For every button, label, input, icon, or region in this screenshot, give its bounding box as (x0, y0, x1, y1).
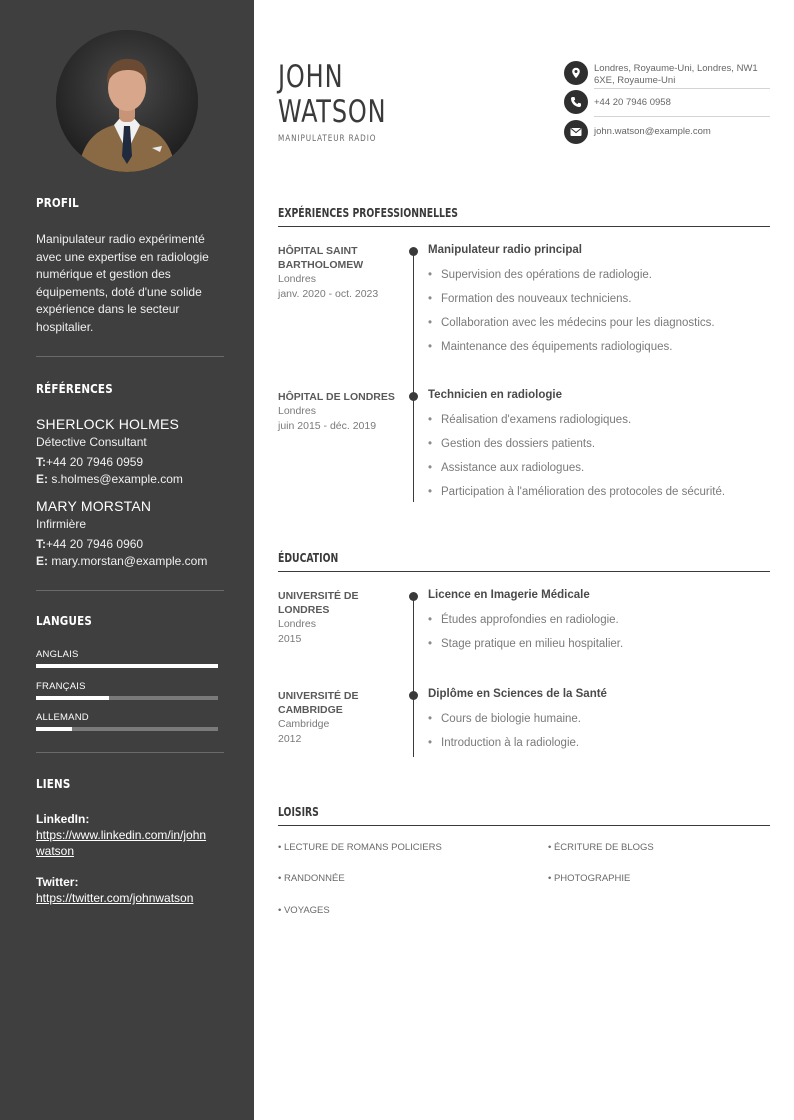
references-title: RÉFÉRENCES (36, 381, 113, 396)
list-item: • Maintenance des équipements radiologiques. (428, 335, 770, 359)
linkedin-link[interactable] (36, 827, 224, 859)
reference-name: SHERLOCK HOLMES (36, 416, 180, 432)
profile-text: Manipulateur radio expérimenté avec une expertise en radiologie numérique et gestion des équipements, doté d'une solide expérience dans le secteur hospitalier. (36, 232, 209, 334)
timeline-dot (409, 592, 418, 601)
institution-name: HÔPITAL DE LONDRES (278, 391, 395, 403)
dates: janv. 2020 - oct. 2023 (278, 287, 379, 300)
phone-label: T: (36, 537, 46, 551)
sidebar-divider (36, 752, 224, 753)
links-section (36, 776, 224, 791)
language-level-bar (36, 696, 218, 700)
contact-phone-row (564, 90, 770, 114)
experience-entry-meta (278, 390, 398, 433)
hobby-item: • PHOTOGRAPHIE (548, 873, 631, 884)
list-item: • Participation à l'amélioration des protocoles de sécurité. (428, 480, 770, 504)
email-label: E: (36, 472, 48, 486)
language-level-bar (36, 727, 218, 731)
profile-title: PROFIL (36, 195, 79, 210)
sidebar-divider (36, 590, 224, 591)
contact-email (564, 120, 770, 144)
bullet-list (428, 608, 770, 656)
reference-phone (36, 537, 224, 551)
reference-phone (36, 455, 224, 469)
list-item: • Cours de biologie humaine. (428, 707, 770, 731)
institution-name: UNIVERSITÉ DE LONDRES (278, 590, 359, 616)
reference-phone-value: +44 20 7946 0959 (46, 455, 144, 469)
role-title: Manipulateur radio principal (428, 244, 582, 256)
location: Londres (278, 273, 316, 285)
education-entry-meta (278, 689, 398, 746)
timeline-dot (409, 247, 418, 256)
phone-label: T: (36, 455, 46, 469)
contact-email-row (564, 120, 770, 144)
section-rule (278, 571, 770, 572)
list-item: • Assistance aux radiologues. (428, 456, 770, 480)
email-label: E: (36, 554, 48, 568)
envelope-icon (564, 120, 588, 144)
language-label: ALLEMAND (36, 712, 89, 723)
dates: 2015 (278, 632, 302, 645)
experience-entry-details (428, 389, 770, 504)
hobby-item: • RANDONNÉE (278, 873, 345, 884)
portrait-photo (56, 30, 198, 172)
education-title: ÉDUCATION (278, 551, 339, 565)
link-label: LinkedIn: (36, 812, 90, 826)
reference-email (36, 554, 224, 568)
reference-name: MARY MORSTAN (36, 498, 152, 514)
bullet-list (428, 408, 770, 504)
contact-phone (564, 90, 770, 114)
contact-address-row (564, 61, 770, 87)
reference-role: Détective Consultant (36, 435, 147, 449)
hobbies-title: LOISIRS (278, 805, 319, 819)
list-item: • Formation des nouveaux techniciens. (428, 287, 770, 311)
last-name: WATSON (278, 94, 387, 130)
hobby-item: • VOYAGES (278, 905, 330, 916)
hobby-item: • LECTURE DE ROMANS POLICIERS (278, 842, 442, 853)
experience-entry-meta (278, 244, 398, 301)
list-item: • Études approfondies en radiologie. (428, 608, 770, 632)
list-item: • Supervision des opérations de radiologie. (428, 263, 770, 287)
contact-email-text: john.watson@example.com (594, 126, 711, 137)
job-title: MANIPULATEUR RADIO (278, 134, 377, 144)
reference-item (36, 416, 224, 486)
degree-title: Diplôme en Sciences de la Santé (428, 688, 607, 700)
profile-section (36, 195, 224, 210)
timeline-line (413, 250, 414, 502)
phone-icon (564, 90, 588, 114)
candidate-name (278, 60, 386, 130)
dates: juin 2015 - déc. 2019 (278, 419, 377, 432)
language-label: ANGLAIS (36, 649, 79, 660)
education-entry-details (428, 688, 770, 755)
contact-address (564, 61, 770, 87)
links-title: LIENS (36, 776, 71, 791)
section-rule (278, 825, 770, 826)
contact-divider (594, 116, 770, 117)
link-item (36, 812, 224, 859)
experience-title: EXPÉRIENCES PROFESSIONNELLES (278, 206, 458, 220)
languages-title: LANGUES (36, 613, 92, 628)
first-name: JOHN (278, 59, 344, 95)
education-entry-meta (278, 589, 398, 646)
section-rule (278, 226, 770, 227)
role-title: Technicien en radiologie (428, 389, 562, 401)
list-item: • Collaboration avec les médecins pour les diagnostics. (428, 311, 770, 335)
language-item (36, 649, 224, 668)
link-url-part: watson (36, 844, 75, 858)
languages-section (36, 613, 224, 628)
twitter-link[interactable]: https://twitter.com/johnwatson (36, 891, 194, 905)
reference-email-value: mary.morstan@example.com (51, 554, 208, 568)
sidebar-divider (36, 356, 224, 357)
institution-name: HÔPITAL SAINT BARTHOLOMEW (278, 245, 364, 271)
language-level-bar (36, 664, 218, 668)
link-url-part: https://www.linkedin.com/in/john (36, 828, 207, 842)
bullet-list (428, 263, 770, 359)
timeline-dot (409, 691, 418, 700)
sidebar (0, 0, 254, 1120)
reference-email (36, 472, 224, 486)
link-label: Twitter: (36, 875, 79, 889)
timeline-line (413, 595, 414, 757)
language-level-fill (36, 696, 109, 700)
link-item (36, 875, 224, 906)
list-item: • Introduction à la radiologie. (428, 731, 770, 755)
education-entry-details (428, 589, 770, 656)
language-item (36, 712, 224, 731)
timeline-dot (409, 392, 418, 401)
list-item: • Stage pratique en milieu hospitalier. (428, 632, 770, 656)
contact-address-text: Londres, Royaume-Uni, Londres, NW1 6XE, Royaume-Uni (594, 63, 758, 86)
list-item: • Gestion des dossiers patients. (428, 432, 770, 456)
hobby-item: • ÉCRITURE DE BLOGS (548, 842, 654, 853)
degree-title: Licence en Imagerie Médicale (428, 589, 590, 601)
language-label: FRANÇAIS (36, 681, 86, 692)
references-section (36, 381, 224, 396)
experience-entry-details (428, 244, 770, 359)
language-level-fill (36, 664, 218, 668)
language-level-fill (36, 727, 72, 731)
dates: 2012 (278, 732, 302, 745)
reference-item (36, 498, 224, 568)
location: Cambridge (278, 718, 330, 730)
location: Londres (278, 405, 316, 417)
location-pin-icon (564, 61, 588, 85)
bullet-list (428, 707, 770, 755)
reference-email-value: s.holmes@example.com (51, 472, 183, 486)
reference-role: Infirmière (36, 517, 87, 531)
institution-name: UNIVERSITÉ DE CAMBRIDGE (278, 690, 359, 716)
contact-divider (594, 88, 770, 89)
reference-phone-value: +44 20 7946 0960 (46, 537, 144, 551)
language-item (36, 681, 224, 700)
contact-phone-text: +44 20 7946 0958 (594, 97, 671, 108)
location: Londres (278, 618, 316, 630)
profile-photo (56, 30, 198, 172)
list-item: • Réalisation d'examens radiologiques. (428, 408, 770, 432)
